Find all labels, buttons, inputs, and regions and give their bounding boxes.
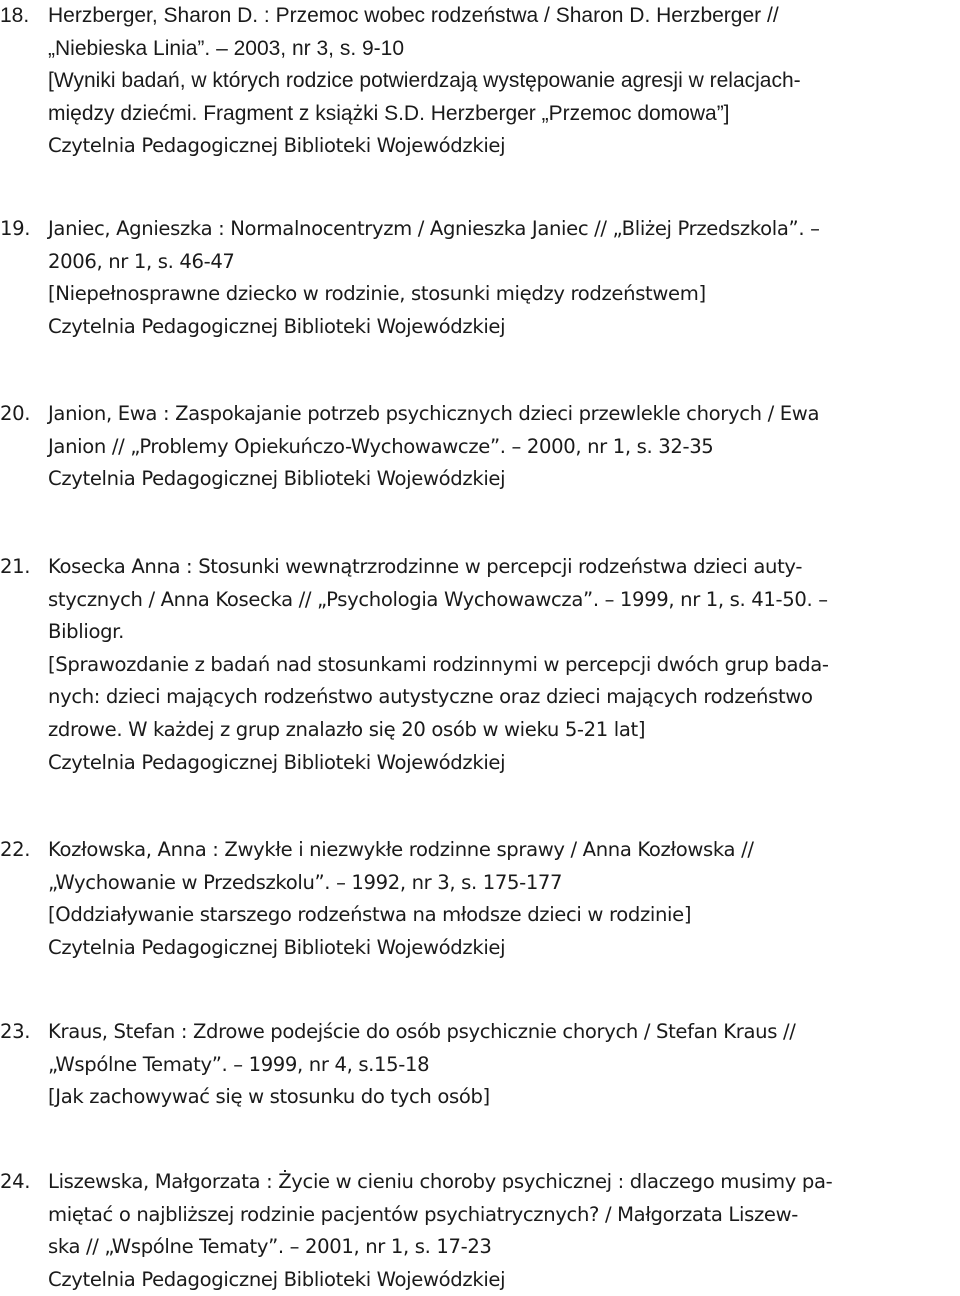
entry-line: Janion // „Problemy Opiekuńczo-Wychowawcze”. – 2000, nr 1, s. 32-35 bbox=[48, 434, 714, 458]
bibliography-entry-19 bbox=[0, 213, 960, 343]
entry-line: „Niebieska Linia”. – 2003, nr 3, s. 9-10 bbox=[48, 36, 405, 60]
bibliography-entry-22 bbox=[0, 834, 960, 964]
entry-text bbox=[48, 0, 948, 163]
entry-line: 2006, nr 1, s. 46-47 bbox=[48, 249, 235, 273]
entry-line: Kosecka Anna : Stosunki wewnątrzrodzinne w percepcji rodzeństwa dzieci auty- bbox=[48, 555, 803, 578]
entry-line: miętać o najbliższej rodzinie pacjentów psychiatrycznych? / Małgorzata Liszew- bbox=[48, 1202, 798, 1226]
entry-line: [Wyniki badań, w których rodzice potwierdzają występowanie agresji w relacjach- bbox=[48, 69, 801, 93]
bibliography-entry-18 bbox=[0, 0, 960, 163]
entry-line: zdrowe. W każdej z grup znalazło się 20 osób w wieku 5-21 lat] bbox=[48, 717, 646, 741]
entry-text bbox=[48, 1166, 948, 1296]
entry-line: Herzberger, Sharon D. : Przemoc wobec rodzeństwa / Sharon D. Herzberger // bbox=[48, 4, 779, 27]
entry-line: Janion, Ewa : Zaspokajanie potrzeb psychicznych dzieci przewlekle chorych / Ewa bbox=[48, 402, 820, 425]
bibliography-entry-23 bbox=[0, 1016, 960, 1114]
entry-number: 18. bbox=[0, 4, 30, 27]
entry-line: „Wychowanie w Przedszkolu”. – 1992, nr 3, s. 175-177 bbox=[48, 870, 563, 894]
entry-number: 21. bbox=[0, 555, 31, 578]
bibliography-entry-24 bbox=[0, 1166, 960, 1296]
entry-line: Kraus, Stefan : Zdrowe podejście do osób psychicznie chorych / Stefan Kraus // bbox=[48, 1020, 796, 1043]
entry-line: stycznych / Anna Kosecka // „Psychologia Wychowawcza”. – 1999, nr 1, s. 41-50. – bbox=[48, 587, 828, 611]
entry-text bbox=[48, 551, 948, 779]
entry-line: [Oddziaływanie starszego rodzeństwa na młodsze dzieci w rodzinie] bbox=[48, 903, 692, 927]
entry-number: 23. bbox=[0, 1020, 31, 1043]
entry-line: Kozłowska, Anna : Zwykłe i niezwykłe rodzinne sprawy / Anna Kozłowska // bbox=[48, 838, 754, 861]
entry-line: między dziećmi. Fragment z książki S.D. Herzberger „Przemoc domowa”] bbox=[48, 101, 730, 125]
bibliography-entry-21 bbox=[0, 551, 960, 779]
entry-number: 24. bbox=[0, 1170, 31, 1193]
entry-location: Czytelnia Pedagogicznej Biblioteki Wojewódzkiej bbox=[48, 467, 506, 491]
entry-line: [Sprawozdanie z badań nad stosunkami rodzinnymi w percepcji dwóch grup bada- bbox=[48, 652, 829, 676]
entry-line: Janiec, Agnieszka : Normalnocentryzm / Agnieszka Janiec // „Bliżej Przedszkola”. – bbox=[48, 217, 820, 240]
bibliography-entry-20 bbox=[0, 398, 960, 496]
entry-location: Czytelnia Pedagogicznej Biblioteki Wojewódzkiej bbox=[48, 134, 506, 158]
entry-location: Czytelnia Pedagogicznej Biblioteki Wojewódzkiej bbox=[48, 314, 506, 338]
entry-line: „Wspólne Tematy”. – 1999, nr 4, s.15-18 bbox=[48, 1052, 430, 1076]
entry-location: Czytelnia Pedagogicznej Biblioteki Wojewódzkiej bbox=[48, 750, 506, 774]
entry-line: ska // „Wspólne Tematy”. – 2001, nr 1, s. 17-23 bbox=[48, 1235, 492, 1259]
entry-line: [Niepełnosprawne dziecko w rodzinie, stosunki między rodzeństwem] bbox=[48, 282, 706, 306]
entry-number: 19. bbox=[0, 217, 31, 240]
entry-location: Czytelnia Pedagogicznej Biblioteki Wojewódzkiej bbox=[48, 1267, 506, 1291]
entry-location: Czytelnia Pedagogicznej Biblioteki Wojewódzkiej bbox=[48, 935, 506, 959]
entry-number: 20. bbox=[0, 402, 31, 425]
entry-number: 22. bbox=[0, 838, 31, 861]
entry-line: Liszewska, Małgorzata : Życie w cieniu choroby psychicznej : dlaczego musimy pa- bbox=[48, 1170, 833, 1193]
entry-text bbox=[48, 1016, 948, 1114]
entry-line: nych: dzieci mających rodzeństwo autystyczne oraz dzieci mających rodzeństwo bbox=[48, 685, 813, 709]
entry-line: Bibliogr. bbox=[48, 620, 124, 644]
entry-line: [Jak zachowywać się w stosunku do tych osób] bbox=[48, 1085, 490, 1109]
entry-text bbox=[48, 398, 948, 496]
entry-text bbox=[48, 213, 948, 343]
entry-text bbox=[48, 834, 948, 964]
